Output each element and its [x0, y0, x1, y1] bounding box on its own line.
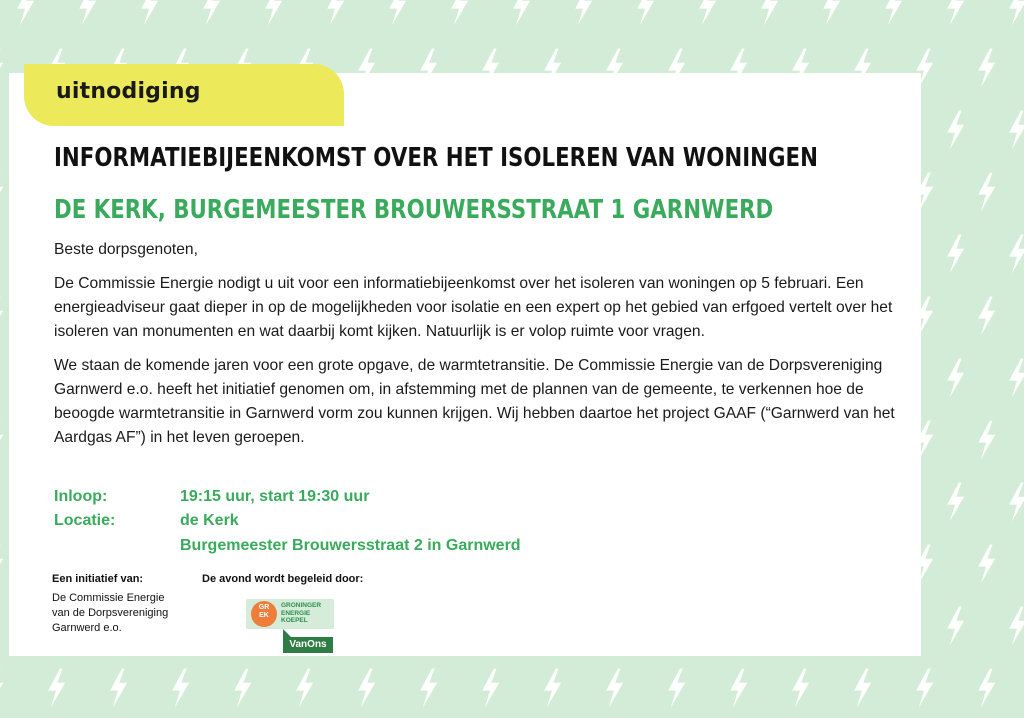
lightning-bolt-icon: [978, 421, 995, 460]
vanons-logo-notch: [283, 629, 291, 637]
lightning-bolt-icon: [482, 669, 499, 708]
lightning-bolt-icon: [1009, 235, 1024, 274]
invitation-badge-label: uitnodiging: [56, 79, 201, 104]
lightning-bolt-icon: [761, 0, 778, 26]
initiative-line-3: Garnwerd e.o.: [52, 622, 122, 634]
locatie-value-address: Burgemeester Brouwersstraat 2 in Garnwerd: [180, 537, 521, 554]
lightning-bolt-icon: [0, 49, 3, 88]
lightning-bolt-icon: [1009, 483, 1024, 522]
lightning-bolt-icon: [420, 669, 437, 708]
lightning-bolt-icon: [792, 669, 809, 708]
lightning-bolt-icon: [203, 0, 220, 26]
lightning-bolt-icon: [978, 545, 995, 584]
lightning-bolt-icon: [513, 0, 530, 26]
lightning-bolt-icon: [265, 0, 282, 26]
lightning-bolt-icon: [172, 669, 189, 708]
lightning-bolt-icon: [947, 359, 964, 398]
lightning-bolt-icon: [823, 0, 840, 26]
locatie-value-venue: de Kerk: [180, 512, 239, 529]
lightning-bolt-icon: [947, 483, 964, 522]
lightning-bolt-icon: [451, 0, 468, 26]
lightning-bolt-icon: [978, 669, 995, 708]
lightning-bolt-icon: [947, 0, 964, 26]
initiative-heading: Een initiatief van:: [52, 573, 144, 585]
lightning-bolt-icon: [0, 421, 3, 460]
initiative-line-1: De Commissie Energie: [52, 592, 165, 604]
inloop-label: Inloop:: [54, 488, 108, 505]
lightning-bolt-icon: [0, 297, 3, 336]
lightning-bolt-icon: [978, 49, 995, 88]
lightning-bolt-icon: [1009, 359, 1024, 398]
lightning-bolt-icon: [668, 669, 685, 708]
lightning-bolt-icon: [885, 0, 902, 26]
locatie-label: Locatie:: [54, 512, 116, 529]
greeting: Beste dorpsgenoten,: [54, 241, 198, 258]
guided-by-heading: De avond wordt begeleid door:: [202, 573, 364, 585]
grek-word-1: GRONINGER: [281, 602, 322, 609]
lightning-bolt-icon: [0, 545, 3, 584]
lightning-bolt-icon: [0, 669, 3, 708]
lightning-bolt-icon: [110, 669, 127, 708]
page-title: INFORMATIEBIJEENKOMST OVER HET ISOLEREN VAN WONINGEN: [54, 143, 818, 173]
paragraph-intro: De Commissie Energie nodigt u uit voor een informatiebijeenkomst over het isoleren van woningen op 5 februari. Een energieadviseur gaat dieper in op de mogelijkheden voor isolatie en een expert op het gebied van erfgoed vertelt over het isoleren van monumenten en wat daarbij komt kijken. Natuurlijk is er volop ruimte voor vragen.: [54, 275, 893, 340]
lightning-bolt-icon: [17, 0, 34, 26]
lightning-bolt-icon: [1009, 0, 1024, 26]
lightning-bolt-icon: [637, 0, 654, 26]
lightning-bolt-icon: [978, 297, 995, 336]
grek-word-3: KOEPEL: [281, 617, 308, 624]
grek-letters-top: GR: [258, 604, 270, 611]
grek-word-2: ENERGIE: [281, 609, 311, 617]
vanons-logo: VanOns: [283, 637, 333, 653]
lightning-bolt-icon: [854, 669, 871, 708]
grek-letters-bottom: EK: [259, 612, 269, 619]
lightning-bolt-icon: [730, 669, 747, 708]
grek-logo-words: [281, 602, 321, 625]
lightning-bolt-icon: [296, 669, 313, 708]
lightning-bolt-icon: [947, 111, 964, 150]
lightning-bolt-icon: [916, 669, 933, 708]
lightning-bolt-icon: [575, 0, 592, 26]
lightning-bolt-icon: [48, 669, 65, 708]
lightning-bolt-icon: [327, 0, 344, 26]
location-subtitle: DE KERK, BURGEMEESTER BROUWERSSTRAAT 1 GARNWERD: [54, 195, 774, 225]
lightning-bolt-icon: [1009, 111, 1024, 150]
paragraph-warmtetransitie: We staan de komende jaren voor een grote opgave, de warmtetransitie. De Commissie Energie van de Dorpsvereniging Garnwerd e.o. heeft het initiatief genomen om, in afstemming met de plannen van de gemeente, te verkennen hoe de beoogde warmtetransitie in Garnwerd vorm zou kunnen krijgen. Wij hebben daartoe het project GAAF (“Garnwerd van het Aardgas AF”) in het leven geroepen.: [54, 357, 895, 446]
lightning-bolt-icon: [1009, 607, 1024, 646]
lightning-bolt-icon: [234, 669, 251, 708]
lightning-bolt-icon: [141, 0, 158, 26]
lightning-bolt-icon: [947, 607, 964, 646]
lightning-bolt-icon: [358, 669, 375, 708]
lightning-bolt-icon: [389, 0, 406, 26]
lightning-bolt-icon: [947, 235, 964, 274]
grek-logo-letters: [251, 604, 277, 620]
inloop-value: 19:15 uur, start 19:30 uur: [180, 488, 370, 505]
lightning-bolt-icon: [978, 173, 995, 212]
lightning-bolt-icon: [79, 0, 96, 26]
lightning-bolt-icon: [606, 669, 623, 708]
lightning-bolt-icon: [544, 669, 561, 708]
lightning-bolt-icon: [699, 0, 716, 26]
initiative-line-2: van de Dorpsvereniging: [52, 607, 169, 619]
lightning-bolt-icon: [0, 173, 3, 212]
